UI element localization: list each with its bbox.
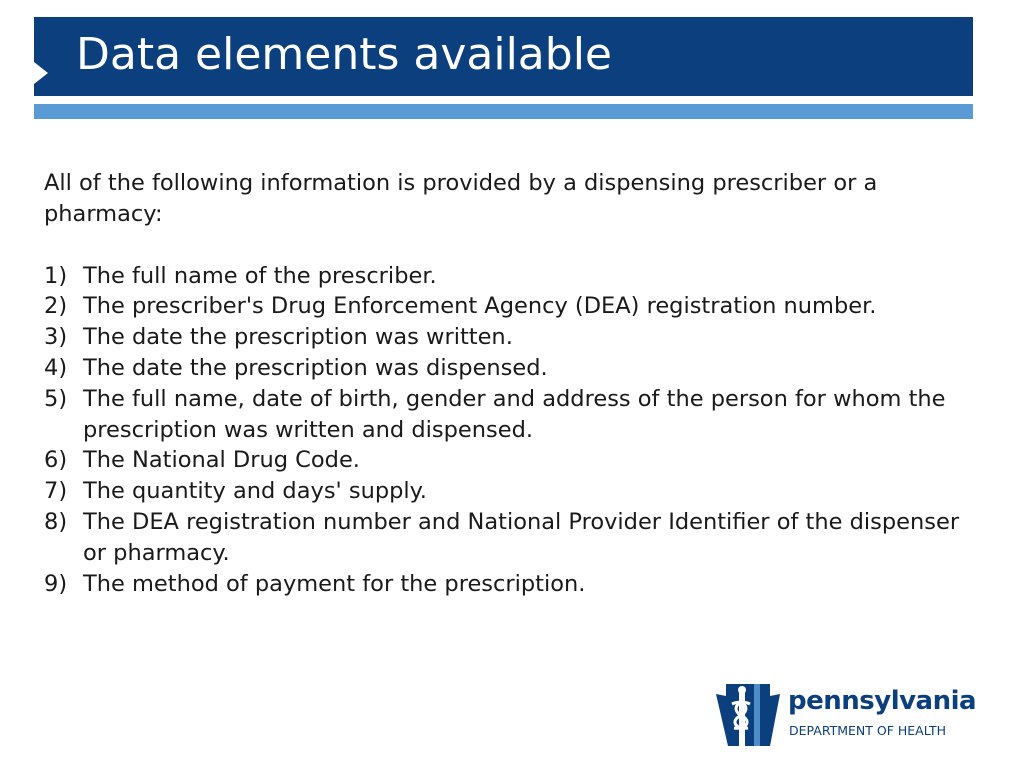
slide-title: Data elements available xyxy=(76,29,612,80)
slide-body xyxy=(44,168,974,599)
list-item xyxy=(44,353,974,384)
list-item-number: 9) xyxy=(44,570,68,597)
data-elements-list xyxy=(44,261,974,600)
logo-wordmark: pennsylvania xyxy=(788,686,977,716)
list-item-text: The National Drug Code. xyxy=(83,447,360,474)
title-bar xyxy=(34,17,973,96)
list-item-text: The quantity and days' supply. xyxy=(83,478,427,505)
list-item xyxy=(44,322,974,353)
list-item-text: The date the prescription was written. xyxy=(83,324,513,351)
list-item xyxy=(44,476,974,507)
intro-text: All of the following information is provided by a dispensing prescriber or a pharmacy: xyxy=(44,170,878,227)
pa-health-logo xyxy=(714,680,977,748)
list-item xyxy=(44,384,974,446)
list-item-text: The prescriber's Drug Enforcement Agency (DEA) registration number. xyxy=(83,293,877,320)
list-item-number: 8) xyxy=(44,508,68,535)
list-item-number: 5) xyxy=(44,385,68,412)
accent-bar xyxy=(34,104,973,119)
logo-department: DEPARTMENT OF HEALTH xyxy=(789,723,946,738)
list-item-number: 1) xyxy=(44,262,68,289)
list-item-number: 3) xyxy=(44,324,68,351)
list-item-number: 2) xyxy=(44,293,68,320)
list-item-number: 7) xyxy=(44,478,68,505)
list-item xyxy=(44,445,974,476)
arrow-icon xyxy=(34,62,48,84)
list-item-text: The DEA registration number and National Provider Identifier of the dispenser or pharmacy. xyxy=(83,508,960,566)
list-item-number: 6) xyxy=(44,447,68,474)
list-item-text: The date the prescription was dispensed. xyxy=(83,354,548,381)
list-item-text: The method of payment for the prescription. xyxy=(83,570,586,597)
list-item-text: The full name, date of birth, gender and address of the person for whom the prescription was written and dispensed. xyxy=(83,385,946,443)
list-item xyxy=(44,261,974,292)
keystone-caduceus-icon xyxy=(714,680,782,748)
list-item-text: The full name of the prescriber. xyxy=(83,262,437,289)
list-item xyxy=(44,291,974,322)
list-item xyxy=(44,507,974,569)
list-item-number: 4) xyxy=(44,354,68,381)
list-item xyxy=(44,569,974,600)
